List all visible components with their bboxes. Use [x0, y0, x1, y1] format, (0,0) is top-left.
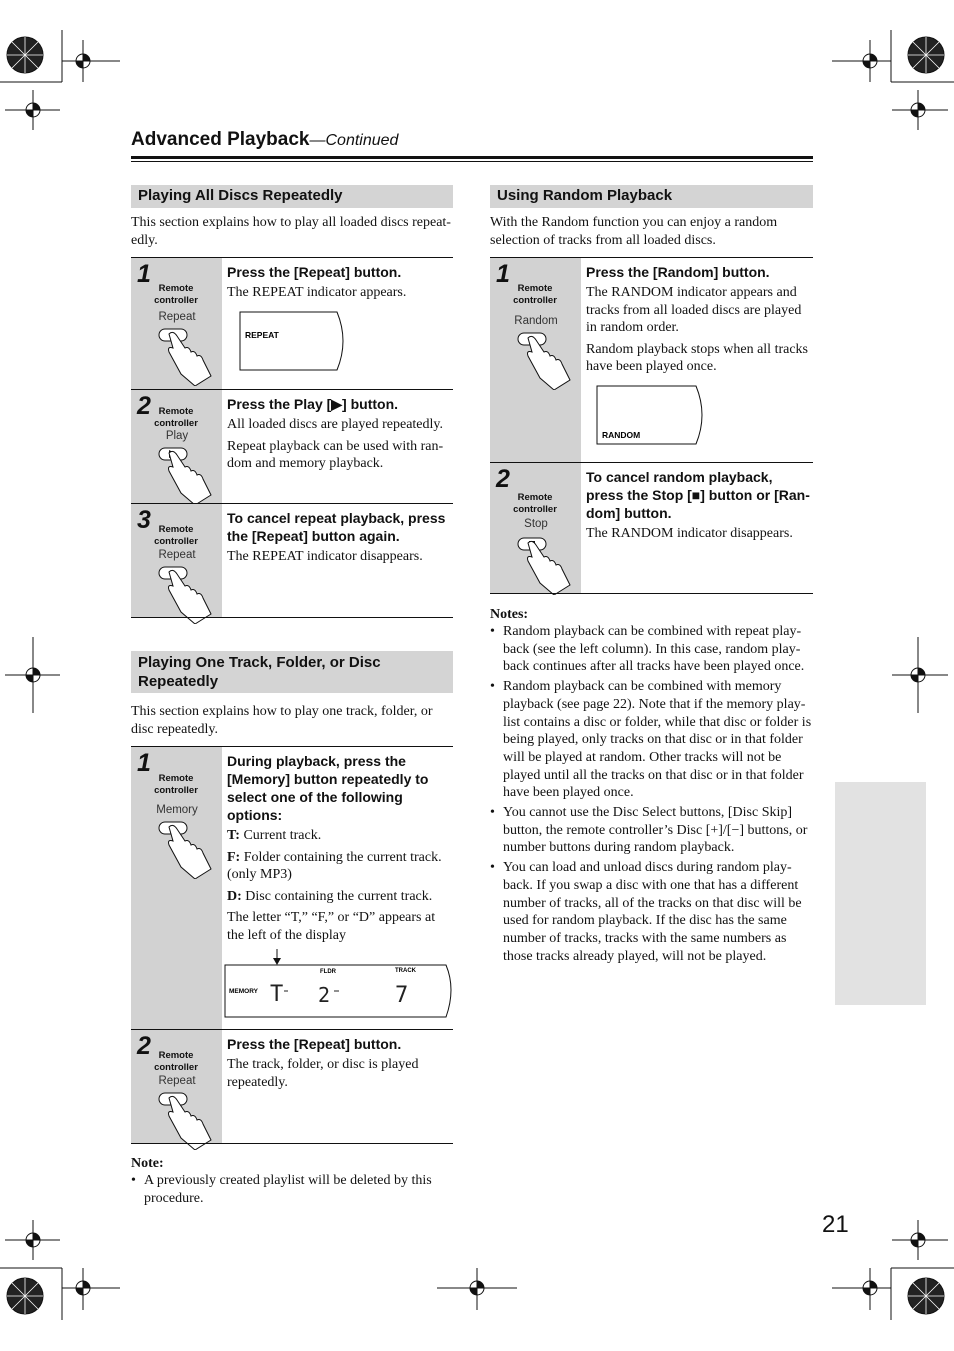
step-heading: To cancel random playback, press the Stop [■] button or [Ran-dom] button. [586, 469, 810, 521]
section-title-repeat-one: Playing One Track, Folder, or Disc Repeatedly [131, 651, 453, 693]
random-display-indicator [596, 382, 708, 448]
note-item: • You cannot use the Disc Select buttons, [Disc Skip] button, the remote controller’s Disc [+]/[−] buttons, or number buttons during random playback. [490, 804, 815, 857]
side-thumb-tab [835, 782, 926, 1005]
step-number: 2 [496, 465, 510, 493]
step-1-repeat [131, 257, 453, 389]
step-text: All loaded discs are played repeatedly. [227, 417, 444, 432]
step-text: The RANDOM indicator appears and tracks from all loaded discs are played in random order. [586, 285, 802, 335]
section-title-repeat-all: Playing All Discs Repeatedly [131, 185, 453, 208]
step-heading: To cancel repeat playback, press the [Repeat] button again. [227, 510, 446, 544]
page-number: 21 [822, 1211, 849, 1238]
step-text: The REPEAT indicator disappears. [227, 549, 423, 564]
display-memory: MEMORY [229, 988, 259, 995]
header-rule-thin [131, 161, 813, 162]
step-heading: Press the [Repeat] button. [227, 1036, 402, 1052]
step-2-repeat [131, 1029, 453, 1144]
page-header [131, 129, 398, 151]
step-2-play [131, 389, 453, 504]
hand-press-repeat-icon [155, 564, 221, 624]
display-digit-folder: 2 [318, 983, 331, 1007]
step-2-cancel-random [490, 462, 813, 594]
note-item: • You can load and unload discs during random play-back. If you swap a disc with one that has a different number of tracks, all of the tracks on that disc will be used for random playback. If the disc has the same number of tracks, tracks with the same numbers as those tracks already played, will not be played. [490, 859, 815, 965]
step-number: 1 [496, 260, 510, 288]
step-divider [131, 617, 453, 618]
option-t: T: Current track. [227, 828, 322, 843]
step-number: 1 [137, 260, 151, 288]
note-block [131, 1156, 451, 1209]
display-text: RANDOM [602, 430, 641, 440]
step-1-memory [131, 746, 453, 1030]
hand-press-repeat-icon [155, 1090, 221, 1150]
step-text: Repeat playback can be used with ran-dom and memory playback. [227, 438, 444, 471]
button-label: Repeat [158, 549, 196, 561]
remote-controller-label: Remote controller [154, 283, 198, 306]
step-heading: Press the [Random] button. [586, 264, 770, 280]
step-text: The track, folder, or disc is played repeatedly. [227, 1057, 419, 1090]
remote-controller-label: Remote controller [154, 524, 198, 547]
button-label: Random [514, 315, 558, 327]
section-intro: This section explains how to play all loaded discs repeat-edly. [131, 215, 451, 248]
remote-controller-label: Remote controller [513, 283, 557, 306]
step-3-cancel-repeat [131, 503, 453, 618]
hand-press-stop-icon [514, 535, 580, 595]
button-label: Memory [156, 804, 198, 816]
display-digit-t: T [270, 982, 284, 1007]
step-heading: Press the [Repeat] button. [227, 264, 402, 280]
step-divider [131, 1143, 453, 1144]
note-list [131, 1172, 451, 1207]
step-divider [490, 593, 813, 594]
remote-controller-label: Remote controller [513, 492, 557, 515]
header-title: Advanced Playback [131, 129, 310, 150]
header-continued: —Continued [309, 132, 399, 149]
button-label: Play [165, 430, 189, 442]
display-text: REPEAT [245, 330, 279, 340]
step-number: 1 [137, 749, 151, 777]
display-fldr: FLDR [320, 969, 336, 975]
hand-press-random-icon [514, 330, 580, 390]
step-text: The REPEAT indicator appears. [227, 285, 407, 300]
repeat-display-indicator [239, 308, 349, 374]
section-intro: This section explains how to play one track, folder, or disc repeatedly. [131, 704, 433, 737]
step-number: 3 [137, 506, 151, 534]
step-1-random [490, 257, 813, 463]
step-text: The letter “T,” “F,” or “D” appears at the left of the display [227, 910, 436, 943]
button-label: Repeat [158, 311, 196, 323]
remote-controller-label: Remote controller [154, 1050, 198, 1073]
hand-press-play-icon [155, 445, 221, 505]
notes-list [490, 623, 815, 965]
option-d: D: Disc containing the current track. [227, 888, 433, 904]
note-title: Note: [131, 1156, 164, 1171]
section-intro: With the Random function you can enjoy a random selection of tracks from all loaded discs. [490, 215, 778, 248]
note-item: • A previously created playlist will be deleted by this procedure. [131, 1172, 451, 1207]
display-track: TRACK [395, 968, 416, 974]
step-text: Random playback stops when all tracks have been played once. [586, 341, 809, 374]
header-rule [131, 156, 813, 159]
button-label: Repeat [158, 1075, 196, 1087]
section-title-random: Using Random Playback [490, 185, 813, 208]
button-label: Stop [524, 518, 548, 530]
note-item: • Random playback can be combined with memory playback (see page 22). Note that if the memory play-list contains a disc or folder, while that disc or folder is being played, only tracks on that disc or in that folder will be played at random. Other tracks will not be played until all the tracks on that disc or in that folder have been played once. [490, 678, 815, 802]
hand-press-repeat-icon [155, 326, 221, 386]
step-heading: During playback, press the [Memory] button repeatedly to select one of the following options: [227, 753, 429, 823]
notes-title: Notes: [490, 607, 529, 622]
step-heading: Press the Play [▶] button. [227, 396, 399, 412]
hand-press-memory-icon [155, 819, 221, 879]
note-item: • Random playback can be combined with repeat play-back (see the left column). In this case, random play-back continues after all tracks have been played once. [490, 623, 815, 676]
option-f: F: Folder containing the current track. (only MP3) [227, 849, 442, 882]
notes-block [490, 607, 815, 967]
remote-controller-label: Remote controller [154, 773, 198, 796]
step-text: The RANDOM indicator disappears. [586, 526, 793, 541]
step-number: 2 [137, 1032, 151, 1060]
step-number: 2 [137, 392, 151, 420]
memory-display-indicator [224, 949, 456, 1023]
display-digit-track: 7 [395, 983, 409, 1008]
remote-controller-label: Remote controller [154, 406, 198, 429]
